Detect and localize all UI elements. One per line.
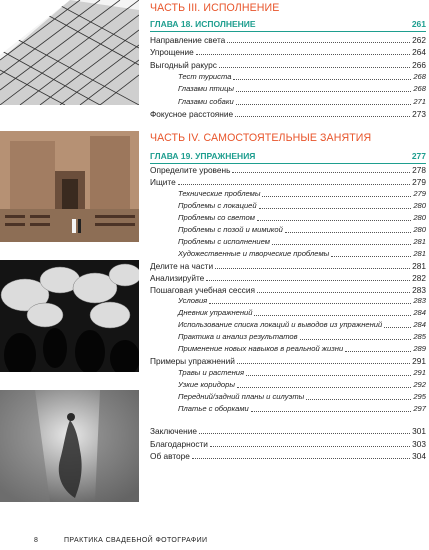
- toc-entry-page: 303: [412, 438, 426, 449]
- toc-entry-label: Дневник упражнений: [178, 308, 253, 318]
- toc-entry-label: Технические проблемы: [178, 188, 261, 198]
- toc-entry-page: 262: [412, 35, 426, 45]
- toc-entry: [178, 378, 426, 390]
- toc-entry: [178, 211, 426, 223]
- toc-entry-label: Травы и растения: [178, 368, 245, 378]
- toc-entry-page: 289: [413, 344, 426, 354]
- dot-leader: [236, 90, 411, 92]
- toc-entry-label: Использование списка локаций и выводов из упражнений: [178, 320, 383, 330]
- church-wedding-photo: [0, 131, 139, 242]
- toc-entry-label: Проблемы с исполнением: [178, 236, 270, 246]
- toc-entry-label: Глазами собаки: [178, 96, 234, 106]
- toc-entry-page: 280: [413, 212, 426, 222]
- dot-leader: [246, 374, 411, 376]
- toc-entry-page: 281: [413, 248, 426, 258]
- toc-entry: [150, 175, 426, 187]
- chapter-title: ГЛАВА 19. УПРАЖНЕНИЯ: [150, 151, 256, 161]
- toc-entry-label: Применение новых навыков в реальной жизни: [178, 344, 344, 354]
- toc-entry-label: Выгодный ракурс: [150, 59, 217, 70]
- part-title: ЧАСТЬ III. ИСПОЛНЕНИЕ: [150, 2, 280, 14]
- toc-entry-label: Проблемы с позой и мимикой: [178, 224, 283, 234]
- toc-entry-label: Заключение: [150, 426, 197, 436]
- dot-leader: [237, 386, 411, 388]
- toc-entry-label: Благодарности: [150, 438, 208, 449]
- dot-leader: [215, 267, 410, 269]
- toc-entry-label: Узкие коридоры: [178, 380, 235, 390]
- toc-entry-page: 264: [412, 47, 426, 58]
- dot-leader: [235, 115, 410, 117]
- toc-entry-label: Фокусное расстояние: [150, 108, 234, 119]
- toc-entry-label: Проблемы со светом: [178, 212, 255, 222]
- chapter-page: 261: [411, 19, 426, 29]
- toc-entry-page: 297: [413, 404, 426, 413]
- toc-entry-page: 280: [413, 200, 426, 210]
- toc-entry: [150, 33, 426, 45]
- toc-entry-page: 283: [413, 296, 426, 306]
- dot-leader: [345, 350, 411, 352]
- toc-entry-label: Глазами птицы: [178, 84, 234, 94]
- dot-leader: [206, 279, 410, 281]
- toc-entry-page: 273: [412, 108, 426, 119]
- toc-entry-page: 271: [413, 96, 426, 106]
- dot-leader: [209, 302, 411, 304]
- toc-entry-page: 282: [412, 272, 426, 283]
- dot-leader: [285, 231, 412, 233]
- dot-leader: [236, 103, 412, 105]
- toc-entry-page: 268: [413, 71, 426, 81]
- dot-leader: [237, 362, 410, 364]
- toc-entry-label: Условия: [178, 296, 208, 306]
- toc-entry: [178, 187, 426, 199]
- toc-entry-label: Практика и анализ результатов: [178, 332, 298, 342]
- toc-entry: [178, 235, 426, 247]
- part-title: ЧАСТЬ IV. САМОСТОЯТЕЛЬНЫЕ ЗАНЯТИЯ: [150, 132, 372, 144]
- toc-entry: [150, 424, 426, 436]
- toc-entry: [178, 318, 426, 330]
- dot-leader: [257, 291, 410, 293]
- toc-entry: [150, 259, 426, 271]
- toc-entry-page: 279: [413, 188, 426, 198]
- toc-entry-label: Анализируйте: [150, 272, 205, 283]
- chapter-page: 277: [411, 151, 426, 161]
- toc-entry-label: Направление света: [150, 35, 226, 45]
- chapter-heading: [150, 19, 426, 31]
- toc-entry: [150, 58, 426, 70]
- glass-pyramid-photo: [0, 0, 139, 105]
- toc-entry: [150, 45, 426, 57]
- toc-entry-page: 292: [413, 380, 426, 390]
- dot-leader: [262, 195, 411, 197]
- toc-entry: [178, 342, 426, 354]
- toc-entry: [150, 271, 426, 283]
- toc-entry: [178, 390, 426, 402]
- page-number: 8: [34, 537, 39, 544]
- toc-entry-label: Ищите: [150, 176, 176, 187]
- toc-entry: [150, 354, 426, 366]
- toc-entry: [150, 437, 426, 449]
- toc-entry: [150, 283, 426, 295]
- toc-entry-page: 285: [413, 332, 426, 342]
- toc-entry-page: 284: [413, 320, 426, 330]
- toc-entry-page: 268: [413, 84, 426, 94]
- dot-leader: [257, 219, 411, 221]
- toc-entry-page: 291: [412, 356, 426, 367]
- bride-stairs-photo: [0, 390, 139, 502]
- toc-entry: [150, 449, 426, 461]
- toc-entry-page: 291: [413, 368, 426, 378]
- dot-leader: [178, 183, 410, 185]
- chapter-title: ГЛАВА 18. ИСПОЛНЕНИЕ: [150, 19, 256, 29]
- toc-entry: [178, 95, 426, 107]
- toc-entry-label: Художественные и творческие проблемы: [178, 248, 330, 258]
- dot-leader: [272, 243, 411, 245]
- toc-entry: [178, 330, 426, 342]
- dot-leader: [233, 78, 411, 80]
- dot-leader: [384, 326, 411, 328]
- toc-entry: [178, 70, 426, 82]
- dot-leader: [331, 255, 411, 257]
- toc-entry-page: 280: [413, 224, 426, 234]
- dot-leader: [210, 445, 410, 447]
- dot-leader: [300, 338, 412, 340]
- toc-entry: [178, 247, 426, 259]
- toc-entry-page: 279: [412, 176, 426, 187]
- toc-entry: [178, 294, 426, 306]
- dot-leader: [219, 66, 410, 68]
- toc-entry-page: 281: [413, 236, 426, 246]
- dot-leader: [227, 41, 410, 43]
- toc-entry-label: Проблемы с локацией: [178, 200, 257, 210]
- chapter-heading: [150, 151, 426, 163]
- toc-entry: [178, 199, 426, 211]
- toc-entry: [178, 306, 426, 318]
- umbrellas-photo: [0, 260, 139, 372]
- dot-leader: [232, 171, 410, 173]
- toc-entry-page: 295: [413, 392, 426, 402]
- dot-leader: [192, 457, 410, 459]
- toc-entry: [178, 223, 426, 235]
- toc-entry-page: 283: [412, 284, 426, 295]
- toc-entry-label: Пошаговая учебная сессия: [150, 284, 255, 295]
- toc-entry-page: 281: [412, 260, 426, 271]
- toc-entry-page: 301: [412, 426, 426, 436]
- toc-entry-label: Делите на части: [150, 260, 214, 271]
- toc-entry: [150, 107, 426, 119]
- dot-leader: [259, 207, 412, 209]
- dot-leader: [251, 410, 412, 412]
- toc-entry: [178, 366, 426, 378]
- toc-entry-label: Платье с оборками: [178, 404, 249, 413]
- chapter-rule: [150, 31, 426, 32]
- toc-entry-label: Примеры упражнений: [150, 356, 235, 367]
- toc-entry-page: 304: [412, 451, 426, 461]
- toc-entry: [178, 82, 426, 94]
- running-title: ПРАКТИКА СВАДЕБНОЙ ФОТОГРАФИИ: [64, 537, 208, 544]
- dot-leader: [196, 53, 410, 55]
- dot-leader: [254, 314, 411, 316]
- toc-entry-label: Об авторе: [150, 451, 190, 461]
- toc-entry-label: Упрощение: [150, 47, 194, 58]
- toc-entry-label: Тест туриста: [178, 71, 232, 81]
- toc-entry-page: 284: [413, 308, 426, 318]
- toc-entry: [178, 402, 426, 414]
- toc-entry-page: 266: [412, 59, 426, 70]
- toc-entry-label: Определите уровень: [150, 165, 231, 175]
- toc-entry: [150, 163, 426, 175]
- toc-entry-page: 278: [412, 165, 426, 175]
- dot-leader: [199, 432, 410, 434]
- toc-entry-label: Передний/задний планы и силуэты: [178, 392, 305, 402]
- dot-leader: [306, 398, 411, 400]
